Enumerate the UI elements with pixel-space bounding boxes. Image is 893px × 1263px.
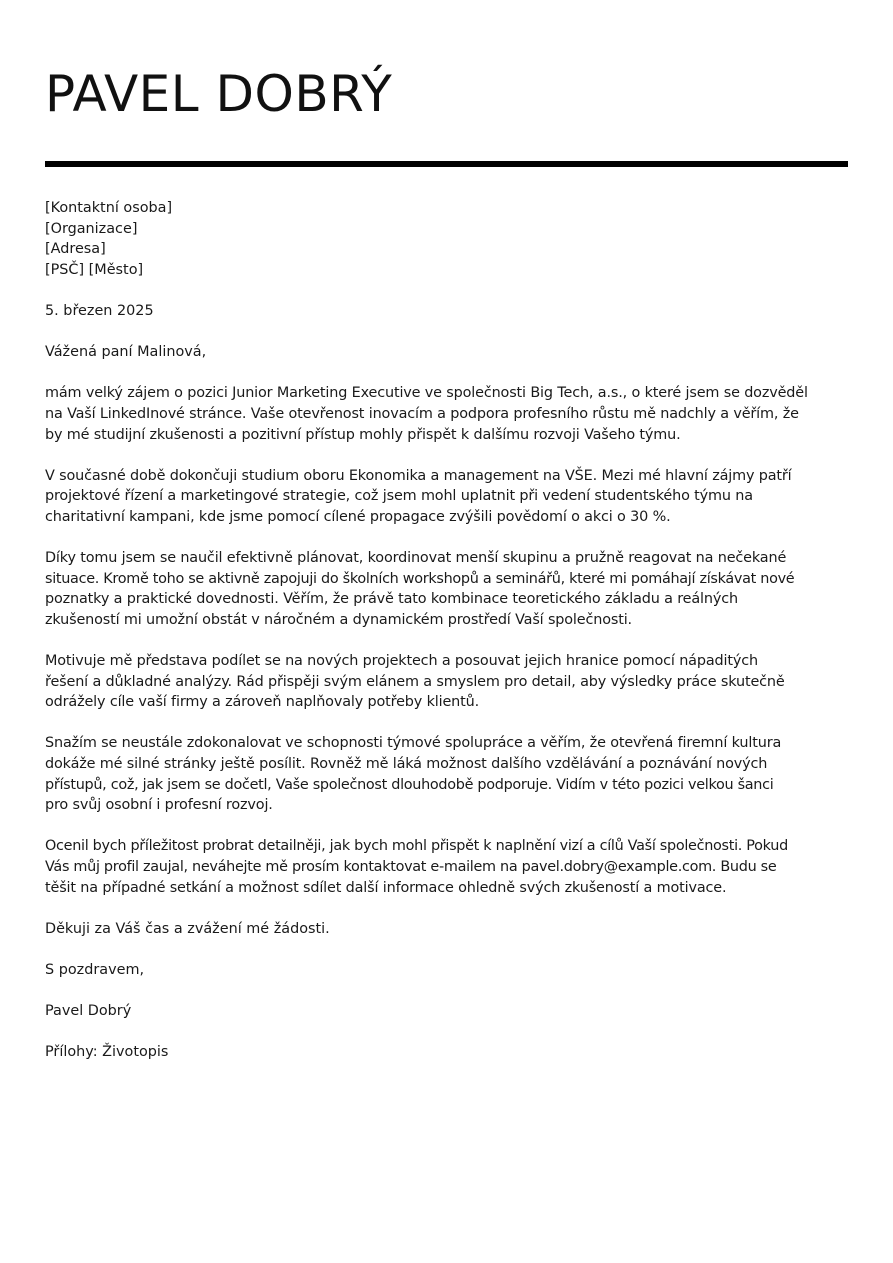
letter-signature: Pavel Dobrý: [45, 1003, 132, 1020]
recipient-contact: [Kontaktní osoba]: [45, 200, 173, 216]
paragraph-line: pro svůj osobní i profesní rozvoj.: [45, 797, 273, 814]
paragraph-line: Snažím se neustále zdokonalovat ve schopnosti týmové spolupráce a věřím, že otevřená firemní kultura: [45, 735, 782, 752]
paragraph-line: Motivuje mě představa podílet se na nových projektech a posouvat jejich hranice pomocí nápaditých: [45, 653, 758, 670]
paragraph-3: [45, 548, 848, 630]
paragraph-line: Ocenil bych příležitost probrat detailněji, jak bych mohl přispět k naplnění vizí a cílů Vaší společnosti. Pokud: [45, 838, 788, 855]
recipient-organization: [Organizace]: [45, 220, 138, 237]
paragraph-line: projektové řízení a marketingové strategie, což jsem mohl uplatnit při vedení studentského týmu na: [45, 488, 753, 505]
letter-body: [45, 198, 848, 1084]
letter-salutation: Vážená paní Malinová,: [45, 344, 207, 361]
letter-closing: S pozdravem,: [45, 961, 145, 978]
paragraph-line: řešení a důkladné analýzy. Rád přispěji svým elánem a smyslem pro detail, aby výsledky práce skutečně: [45, 673, 785, 690]
paragraph-line: Díky tomu jsem se naučil efektivně plánovat, koordinovat menší skupinu a pružně reagovat na nečekané: [45, 550, 787, 567]
paragraph-line: těšit na případné setkání a možnost sdílet další informace ohledně svých zkušeností a motivace.: [45, 879, 727, 896]
applicant-name: PAVEL DOBRÝ: [45, 65, 393, 123]
paragraph-5: [45, 733, 848, 815]
paragraph-line: na Vaší LinkedInové stránce. Vaše otevřenost inovacím a podpora profesního růstu mě nadchly a věřím, že: [45, 405, 799, 422]
paragraph-6: [45, 836, 848, 898]
paragraph-4: [45, 651, 848, 713]
paragraph-line: zkušeností mi umožní obstát v náročném a dynamickém prostředí Vaší společnosti.: [45, 611, 632, 628]
paragraph-line: V současné době dokončuji studium oboru Ekonomika a management na VŠE. Mezi mé hlavní zájmy patří: [45, 467, 792, 484]
paragraph-line: odrážely cíle vaší firmy a zároveň naplňovaly potřeby klientů.: [45, 694, 480, 711]
paragraph-line: by mé studijní zkušenosti a pozitivní přístup mohly přispět k dalšímu rozvoji Vašeho týmu.: [45, 426, 681, 443]
paragraph-line: charitativní kampani, kde jsme pomocí cílené propagace zvýšili povědomí o akci o 30 %.: [45, 508, 671, 525]
recipient-zip-city: [PSČ] [Město]: [45, 261, 144, 278]
recipient-address-line: [Adresa]: [45, 241, 106, 258]
paragraph-line: poznatky a praktické dovednosti. Věřím, že právě tato kombinace teoretického základu a reálných: [45, 591, 738, 608]
letter-thanks: Děkuji za Váš čas a zvážení mé žádosti.: [45, 920, 330, 937]
recipient-address: [45, 198, 848, 280]
paragraph-line: přístupů, což, jak jsem se dočetl, Vaše společnost dlouhodobě podporuje. Vidím v této pozici velkou šanci: [45, 776, 774, 793]
paragraph-1: [45, 383, 848, 445]
paragraph-line: mám velký zájem o pozici Junior Marketing Executive ve společnosti Big Tech, a.s., o které jsem se dozvěděl: [45, 385, 808, 402]
letter-attachments: Přílohy: Životopis: [45, 1044, 169, 1061]
paragraph-line: Vás můj profil zaujal, neváhejte mě prosím kontaktovat e-mailem na pavel.dobry@example.com. Budu se: [45, 859, 777, 875]
paragraph-line: situace. Kromě toho se aktivně zapojuji do školních workshopů a seminářů, které mi pomáhají získávat nové: [45, 570, 795, 587]
letter-date: 5. březen 2025: [45, 302, 154, 319]
paragraph-line: dokáže mé silné stránky ještě posílit. Rovněž mě láká možnost dalšího vzdělávání a poznávání nových: [45, 756, 768, 773]
paragraph-2: [45, 466, 848, 528]
header-divider: [45, 161, 848, 167]
